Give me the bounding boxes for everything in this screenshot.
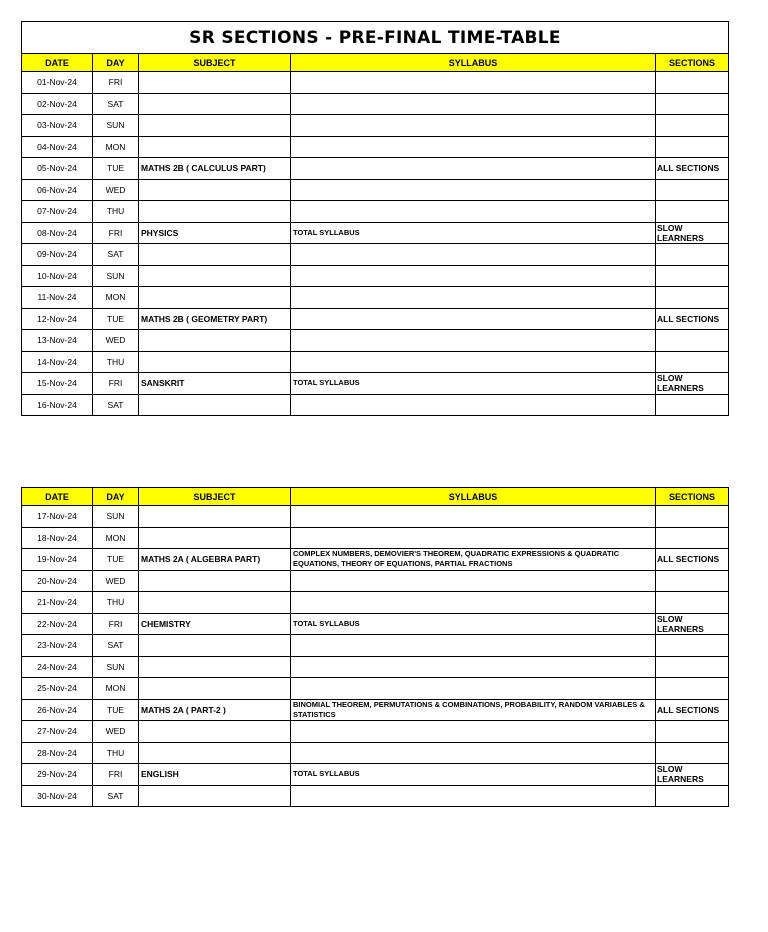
syllabus-cell	[291, 330, 656, 352]
table-row	[22, 265, 729, 287]
date-cell: 24-Nov-24	[22, 656, 93, 678]
date-cell: 11-Nov-24	[22, 287, 93, 309]
header-sections: SECTIONS	[656, 488, 729, 506]
syllabus-cell	[291, 136, 656, 158]
day-cell: THU	[93, 592, 139, 614]
subject-cell	[139, 394, 291, 416]
day-cell: SAT	[93, 244, 139, 266]
date-cell: 17-Nov-24	[22, 506, 93, 528]
syllabus-cell	[291, 93, 656, 115]
subject-cell: MATHS 2B ( CALCULUS PART)	[139, 158, 291, 180]
table-row	[22, 72, 729, 94]
syllabus-cell	[291, 785, 656, 807]
subject-cell	[139, 72, 291, 94]
subject-cell	[139, 93, 291, 115]
syllabus-cell	[291, 265, 656, 287]
table-row	[22, 699, 729, 721]
table-row	[22, 201, 729, 223]
subject-cell	[139, 244, 291, 266]
sections-cell: SLOW LEARNERS	[656, 764, 729, 786]
date-cell: 25-Nov-24	[22, 678, 93, 700]
subject-cell	[139, 785, 291, 807]
sections-cell: SLOW LEARNERS	[656, 613, 729, 635]
syllabus-cell	[291, 394, 656, 416]
syllabus-cell	[291, 592, 656, 614]
date-cell: 14-Nov-24	[22, 351, 93, 373]
day-cell: SAT	[93, 394, 139, 416]
date-cell: 08-Nov-24	[22, 222, 93, 244]
syllabus-cell	[291, 635, 656, 657]
syllabus-cell	[291, 721, 656, 743]
day-cell: MON	[93, 678, 139, 700]
sections-cell: SLOW LEARNERS	[656, 373, 729, 395]
day-cell: FRI	[93, 764, 139, 786]
syllabus-cell	[291, 244, 656, 266]
day-cell: TUE	[93, 549, 139, 571]
table-row	[22, 179, 729, 201]
sections-cell	[656, 785, 729, 807]
date-cell: 16-Nov-24	[22, 394, 93, 416]
sections-cell	[656, 394, 729, 416]
table-row	[22, 115, 729, 137]
syllabus-cell: TOTAL SYLLABUS	[291, 373, 656, 395]
day-cell: WED	[93, 179, 139, 201]
table-row	[22, 287, 729, 309]
sections-cell	[656, 179, 729, 201]
date-cell: 28-Nov-24	[22, 742, 93, 764]
sections-cell	[656, 570, 729, 592]
sections-cell	[656, 136, 729, 158]
day-cell: THU	[93, 742, 139, 764]
syllabus-cell	[291, 506, 656, 528]
header-syllabus: SYLLABUS	[291, 54, 656, 72]
day-cell: WED	[93, 330, 139, 352]
header-subject: SUBJECT	[139, 488, 291, 506]
sections-cell	[656, 351, 729, 373]
day-cell: SAT	[93, 93, 139, 115]
table-row	[22, 394, 729, 416]
sections-cell	[656, 115, 729, 137]
date-cell: 10-Nov-24	[22, 265, 93, 287]
timetable-part-1	[21, 21, 729, 416]
subject-cell	[139, 635, 291, 657]
subject-cell	[139, 527, 291, 549]
header-day: DAY	[93, 488, 139, 506]
date-cell: 26-Nov-24	[22, 699, 93, 721]
subject-cell	[139, 570, 291, 592]
date-cell: 22-Nov-24	[22, 613, 93, 635]
subject-cell	[139, 506, 291, 528]
table-row	[22, 222, 729, 244]
day-cell: MON	[93, 136, 139, 158]
subject-cell	[139, 265, 291, 287]
subject-cell	[139, 678, 291, 700]
sections-cell	[656, 721, 729, 743]
syllabus-cell	[291, 201, 656, 223]
date-cell: 27-Nov-24	[22, 721, 93, 743]
table-row	[22, 136, 729, 158]
day-cell: WED	[93, 570, 139, 592]
syllabus-cell	[291, 527, 656, 549]
syllabus-cell: TOTAL SYLLABUS	[291, 764, 656, 786]
date-cell: 06-Nov-24	[22, 179, 93, 201]
day-cell: SAT	[93, 635, 139, 657]
date-cell: 29-Nov-24	[22, 764, 93, 786]
sections-cell	[656, 742, 729, 764]
date-cell: 07-Nov-24	[22, 201, 93, 223]
syllabus-cell	[291, 351, 656, 373]
syllabus-cell	[291, 158, 656, 180]
day-cell: MON	[93, 287, 139, 309]
day-cell: TUE	[93, 158, 139, 180]
date-cell: 18-Nov-24	[22, 527, 93, 549]
table-row	[22, 373, 729, 395]
sections-cell	[656, 287, 729, 309]
subject-cell	[139, 330, 291, 352]
date-cell: 03-Nov-24	[22, 115, 93, 137]
sections-cell	[656, 678, 729, 700]
date-cell: 15-Nov-24	[22, 373, 93, 395]
table-row	[22, 785, 729, 807]
subject-cell	[139, 136, 291, 158]
syllabus-cell	[291, 115, 656, 137]
table-row	[22, 656, 729, 678]
syllabus-cell: COMPLEX NUMBERS, DEMOVIER'S THEOREM, QUADRATIC EXPRESSIONS & QUADRATIC EQUATIONS, THEORY OF EQUATIONS, PARTIAL FRACTIONS	[291, 549, 656, 571]
date-cell: 20-Nov-24	[22, 570, 93, 592]
day-cell: FRI	[93, 373, 139, 395]
date-cell: 12-Nov-24	[22, 308, 93, 330]
date-cell: 01-Nov-24	[22, 72, 93, 94]
subject-cell	[139, 201, 291, 223]
sections-cell	[656, 265, 729, 287]
day-cell: MON	[93, 527, 139, 549]
date-cell: 02-Nov-24	[22, 93, 93, 115]
table-row	[22, 613, 729, 635]
table-row	[22, 549, 729, 571]
subject-cell: MATHS 2A ( ALGEBRA PART)	[139, 549, 291, 571]
day-cell: FRI	[93, 72, 139, 94]
sections-cell	[656, 656, 729, 678]
header-date: DATE	[22, 488, 93, 506]
date-cell: 30-Nov-24	[22, 785, 93, 807]
subject-cell: SANSKRIT	[139, 373, 291, 395]
syllabus-cell: TOTAL SYLLABUS	[291, 613, 656, 635]
date-cell: 19-Nov-24	[22, 549, 93, 571]
subject-cell	[139, 287, 291, 309]
day-cell: SUN	[93, 265, 139, 287]
sections-cell	[656, 527, 729, 549]
date-cell: 23-Nov-24	[22, 635, 93, 657]
sections-cell	[656, 93, 729, 115]
date-cell: 05-Nov-24	[22, 158, 93, 180]
subject-cell: ENGLISH	[139, 764, 291, 786]
table-row	[22, 721, 729, 743]
syllabus-cell	[291, 179, 656, 201]
sections-cell: ALL SECTIONS	[656, 549, 729, 571]
table-row	[22, 764, 729, 786]
date-cell: 13-Nov-24	[22, 330, 93, 352]
day-cell: SUN	[93, 115, 139, 137]
syllabus-cell	[291, 287, 656, 309]
syllabus-cell	[291, 678, 656, 700]
header-syllabus: SYLLABUS	[291, 488, 656, 506]
column-header-row	[22, 54, 729, 72]
table-row	[22, 570, 729, 592]
sections-cell	[656, 72, 729, 94]
syllabus-cell	[291, 308, 656, 330]
syllabus-cell	[291, 656, 656, 678]
table-row	[22, 506, 729, 528]
day-cell: SUN	[93, 656, 139, 678]
day-cell: TUE	[93, 699, 139, 721]
subject-cell: MATHS 2B ( GEOMETRY PART)	[139, 308, 291, 330]
column-header-row	[22, 488, 729, 506]
day-cell: WED	[93, 721, 139, 743]
sections-cell	[656, 201, 729, 223]
table-row	[22, 308, 729, 330]
subject-cell	[139, 115, 291, 137]
day-cell: FRI	[93, 613, 139, 635]
table-row	[22, 244, 729, 266]
table-row	[22, 527, 729, 549]
table-row	[22, 592, 729, 614]
subject-cell	[139, 592, 291, 614]
page-title: SR SECTIONS - PRE-FINAL TIME-TABLE	[22, 22, 729, 54]
table-row	[22, 330, 729, 352]
subject-cell	[139, 742, 291, 764]
sections-cell	[656, 330, 729, 352]
sections-cell	[656, 592, 729, 614]
subject-cell: CHEMISTRY	[139, 613, 291, 635]
table-row	[22, 93, 729, 115]
sections-cell: ALL SECTIONS	[656, 158, 729, 180]
date-cell: 04-Nov-24	[22, 136, 93, 158]
sections-cell: ALL SECTIONS	[656, 699, 729, 721]
syllabus-cell: TOTAL SYLLABUS	[291, 222, 656, 244]
table-row	[22, 678, 729, 700]
header-day: DAY	[93, 54, 139, 72]
day-cell: THU	[93, 201, 139, 223]
sections-cell	[656, 244, 729, 266]
sections-cell: ALL SECTIONS	[656, 308, 729, 330]
header-date: DATE	[22, 54, 93, 72]
subject-cell	[139, 721, 291, 743]
header-sections: SECTIONS	[656, 54, 729, 72]
date-cell: 21-Nov-24	[22, 592, 93, 614]
day-cell: TUE	[93, 308, 139, 330]
syllabus-cell	[291, 72, 656, 94]
sections-cell	[656, 506, 729, 528]
sections-cell	[656, 635, 729, 657]
table-row	[22, 158, 729, 180]
subject-cell	[139, 351, 291, 373]
subject-cell	[139, 179, 291, 201]
syllabus-cell	[291, 570, 656, 592]
header-subject: SUBJECT	[139, 54, 291, 72]
syllabus-cell	[291, 742, 656, 764]
syllabus-cell: BINOMIAL THEOREM, PERMUTATIONS & COMBINATIONS, PROBABILITY, RANDOM VARIABLES & STATISTICS	[291, 699, 656, 721]
subject-cell	[139, 656, 291, 678]
day-cell: SAT	[93, 785, 139, 807]
table-row	[22, 351, 729, 373]
timetable-part-2	[21, 487, 729, 807]
day-cell: THU	[93, 351, 139, 373]
day-cell: SUN	[93, 506, 139, 528]
subject-cell: MATHS 2A ( PART-2 )	[139, 699, 291, 721]
sections-cell: SLOW LEARNERS	[656, 222, 729, 244]
date-cell: 09-Nov-24	[22, 244, 93, 266]
day-cell: FRI	[93, 222, 139, 244]
table-row	[22, 742, 729, 764]
subject-cell: PHYSICS	[139, 222, 291, 244]
table-row	[22, 635, 729, 657]
